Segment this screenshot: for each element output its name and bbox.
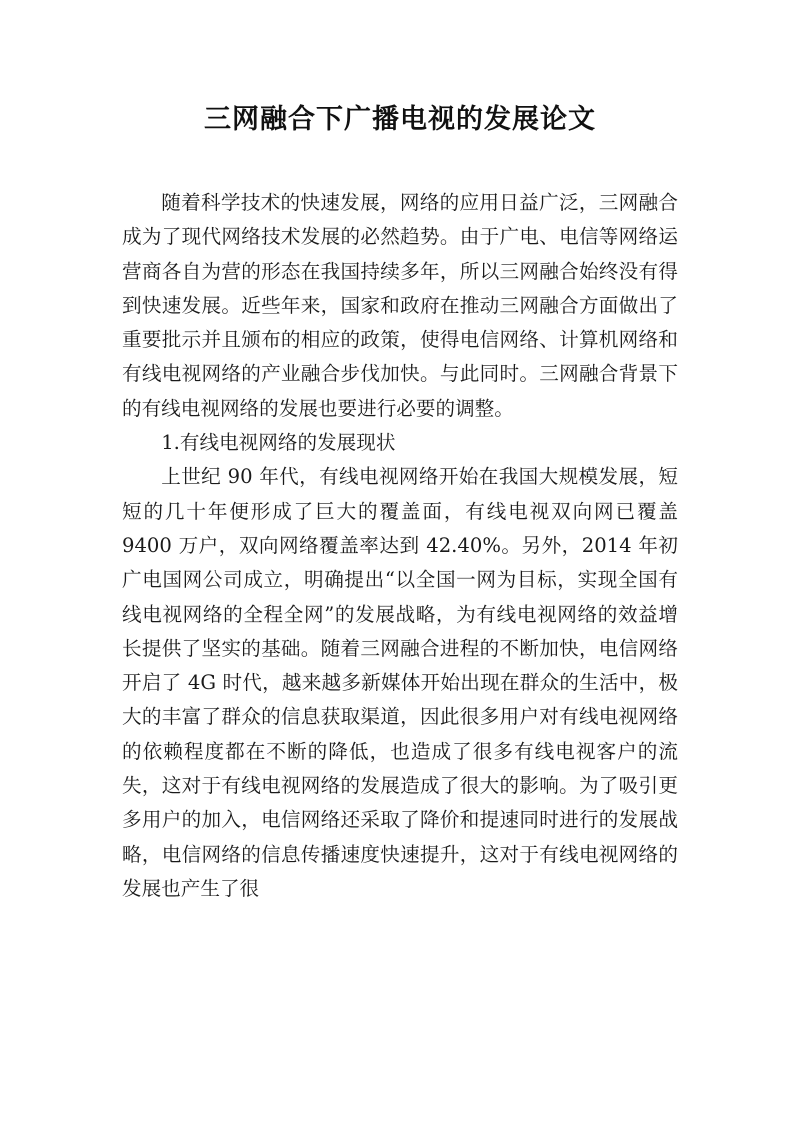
document-title: 三网融合下广播电视的发展论文: [204, 104, 596, 135]
intro-paragraph: 随着科学技术的快速发展，网络的应用日益广泛，三网融合成为了现代网络技术发展的必然趋势。由于广电、电信等网络运营商各自为营的形态在我国持续多年，所以三网融合始终没有得到快速发展。近些年来，国家和政府在推动三网融合方面做出了重要批示并且颁布的相应的政策，使得电信网络、计算机网络和有线电视网络的产业融合步伐加快。与此同时。三网融合背景下的有线电视网络的发展也要进行必要的调整。: [122, 191, 678, 420]
section-heading: 1.有线电视网络的发展现状: [161, 431, 396, 455]
document-body: [122, 186, 678, 906]
section-paragraph: 上世纪 90 年代，有线电视网络开始在我国大规模发展，短短的几十年便形成了巨大的覆盖面，有线电视双向网已覆盖 9400 万户，双向网络覆盖率达到 42.40%。另外，2014 年初广电国网公司成立，明确提出“以全国一网为目标，实现全国有线电视网络的全程全网”的发展战略，为有线电视网络的效益增长提供了坚实的基础。随着三网融合进程的不断加快，电信网络开启了 4G 时代，越来越多新媒体开始出现在群众的生活中，极大的丰富了群众的信息获取渠道，因此很多用户对有线电视网络的依赖程度都在不断的降低，也造成了很多有线电视客户的流失，这对于有线电视网络的发展造成了很大的影响。为了吸引更多用户的加入，电信网络还采取了降价和提速同时进行的发展战略，电信网络的信息传播速度快速提升，这对于有线电视网络的发展也产生了很: [122, 465, 678, 900]
